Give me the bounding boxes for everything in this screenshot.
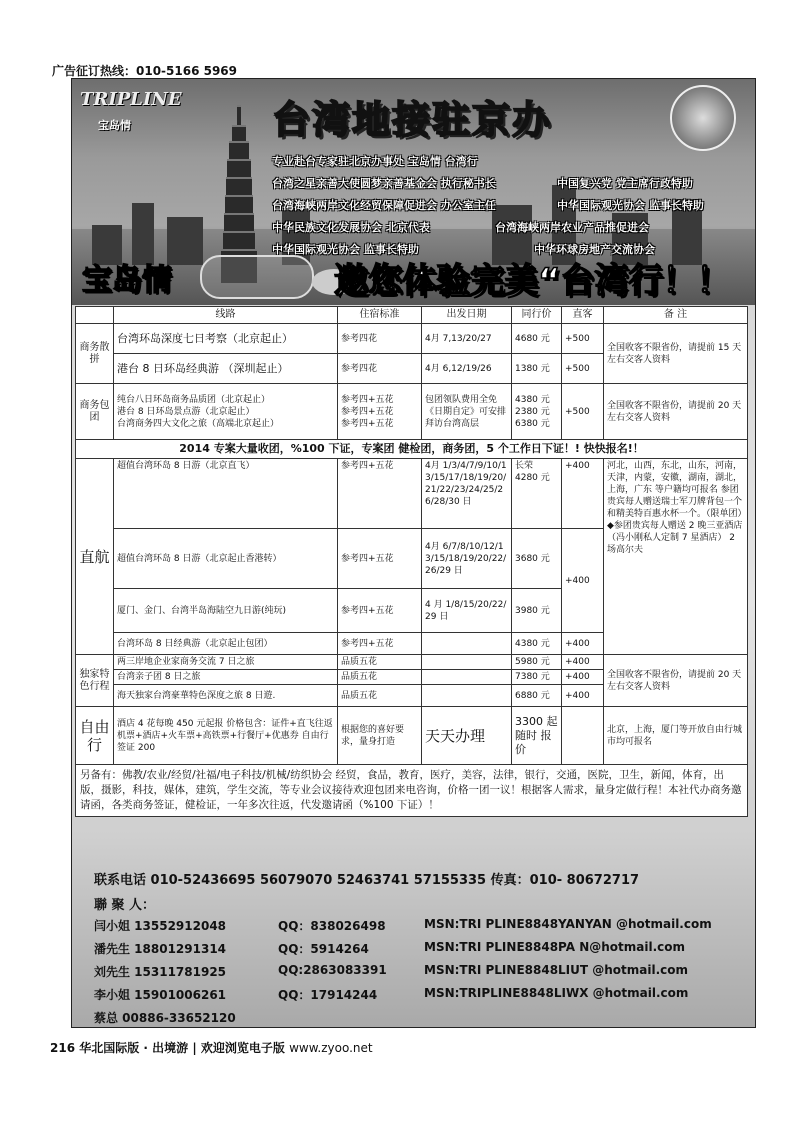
col-header-direct: 直客 [562,307,604,324]
table-row: 海天独家台湾豪華特色深度之旅 8 日遊. 品质五花 6880 元 +400 [76,685,748,707]
notice-row [76,440,748,459]
category-free: 自由行 [76,707,114,765]
table-row: 商务包团 纯台八日环岛商务品质团（北京起止） 港台 8 日环岛景点游（北京起止） 台湾商务四大文化之旅（高端北京起止） 参考四+五花 参考四+五花 参考四+五花 包团领队费用全免《日期自定》可安排拜访台湾高层 4380 元 2380 元 6380 元 +500 全国收客不限省份，请提前 20 天左右交客人资料 [76,384,748,440]
banner-line: 台湾海峡两岸农业产品推促进会 [495,221,649,234]
banner-line: 中华国际观光协会 监事长特助 [557,199,704,212]
ad-hotline: 广告征订热线：010-5166 5969 [52,64,238,78]
col-header-note: 备 注 [604,307,748,324]
banner [72,79,755,305]
banner-line: 台湾之星亲善大使圆梦亲善基金会 执行秘书长 [272,177,496,190]
banner-line: 台湾海峡两岸文化经贸保障促进会 办公室主任 [272,199,496,212]
itinerary-table-wrap [75,306,747,817]
slogan-left: 宝岛情 [82,263,172,298]
contact-label: 聯 聚 人： [94,898,156,913]
table-header-row [76,307,748,324]
table-row: 商务散拼 台湾环岛深度七日考察（北京起止） 参考四花 4月 7,13/20/27 4680 元 +500 全国收客不限省份，请提前 15 天左右交客人资料 [76,324,748,354]
building [167,217,203,265]
slogan-right: 邀您体验完美“台湾行！！ [334,261,731,301]
tripline-logo: TRIPLINE [80,89,182,110]
mascot-icon [670,85,736,151]
category-business-scatter: 商务散拼 [76,324,114,384]
misc-row [76,765,748,817]
table-row: 台湾亲子团 8 日之旅 品质五花 7380 元 +400 [76,670,748,685]
col-header-price: 同行价 [512,307,562,324]
table-row: 港台 8 日环岛经典游 （深圳起止） 参考四花 4月 6,12/19/26 1380 元 +500 [76,354,748,384]
ad-frame: TRIPLINE 宝岛情 台湾地接驻京办 专业赴台专家驻北京办事处 宝岛情 台湾行 台湾之星亲善大使圆梦亲善基金会 执行秘书长 中国复兴党 党主席行政特助 台湾海峡两岸文化经贸保障促进会 办公室主任 中华国际观光协会 监事长特助 中华民族文化发展协会 北京代表 台湾海峡两岸农业产品推促进会 中华国际观光协会 监事长特助 中华环球房地产交流协会 宝岛情 邀您体验完美“台湾行！！ 线路 住宿标准 出发日期 同行价 直客 备 注 商务散拼 台湾环岛深度七日考察（北京起止） 参考四花 4月 7,13/20/27 4680 元 +500 全国收客不限省份，请提前 15 天左右交客人资料 港台 8 日环岛经典游 （深圳起止） 参考四花 4月 6,12/19/26 1380 元 +500 商务包团 纯台八日环岛商务品质团（北京起止） 港台 8 日环岛景点游（北京起止） 台湾商务四大文化之旅（高端北京起止） 参考四+五花 参考四+五花 参考四+五花 包团领队费用全免《日期自定》可安排拜访台湾高层 4380 元 2380 元 6380 元 +500 全国收客不限省份，请提前 20 天左右交客人资料 2014 专案大量收团，%100 下证，专案团 健检团，商务团，5 个工作日下证！! 快快报名!！ 直航 超值台湾环岛 8 日游（北京直飞） 参考四+五花 4月 1/3/4/7/9/10/13/15/17/18/19/20/21/22/23/24/25/26/28/30 日 长荣 4280 元 +400 河北，山西，东北，山东，河南，天津，内蒙，安徽，湖南，湖北，上海，广东 等户籍均可报名 参团贵宾每人赠送瑞士军刀牌背包一个和精美特百惠水杯一个。（限单团）◆参团贵宾每人赠送 2 晚三亚酒店（冯小刚私人定制 7 星酒店） 2 场高尔夫 超值台湾环岛 8 日游（北京起止香港转） 参考四+五花 4月 6/7/8/10/12/13/15/18/19/20/22/26/29 日 3680 元 +400 厦门、金门、台湾半岛海陆空九日游(纯玩) 参考四+五花 4 月 1/8/15/20/22/29 日 3980 元 台湾环岛 8 日经典游（北京起止包团） 参考四+五花 4380 元 +400 独家特色行程 两三岸地企业家商务交流 7 日之旅 品质五花 5980 元 +400 全国收客不限省份，请提前 20 天左右交客人资料 台湾亲子团 8 日之旅 品质五花 7380 元 +400 海天独家台湾豪華特色深度之旅 8 日遊. 品质五花 6880 元 +400 自由行 酒店 4 花每晚 450 元起报 价格包含：证件+直飞往返机票+酒店+火车票+高铁票+行餐厅+优惠券 自由行签证 200 根据您的喜好要求，量身打造 天天办理 3300 起 随时 报价 北京，上海，厦门等开放自由行城市均可报名 另备有：佛教/农业/经贸/社福/电子科技/机械/纺织协会 经贸，食品，教育，医疗，美容，法律，银行，交通，医院，卫生，新闻，体育，出版，摄影，科技，媒体，建筑，学生交流，等专业会议接待欢迎包团来电咨询，价格一团一议！根据客人需求，量身定做行程！本社代办商务邀请函，各类商务签证，健检证，一年多次往返，代发邀请函（%100 下证）！ 联系电话 010-52436695 56079070 52463741 57155335 传真：010- 80672717 聯 聚 人： 闫小姐 13552912048 QQ：838026498 MSN:TRI PLINE8848YANYAN @hotmail.com 潘先生 18801291314 QQ：5914264 MSN:TRI PLINE8848PA N@hotmail.com 刘先生 15311781925 QQ:2863083391 MSN:TRI PLINE8848LIUT @hotmail.com 李小姐 15901006261 QQ：17914244 MSN:TRIPLINE8848LIWX @hotmail.com 蔡总 00886-33652120 [71,78,756,1028]
table-row: 直航 超值台湾环岛 8 日游（北京直飞） 参考四+五花 4月 1/3/4/7/9/10/13/15/17/18/19/20/21/22/23/24/25/26/28/30 日 长荣 4280 元 +400 河北，山西，东北，山东，河南，天津，内蒙，安徽，湖南，湖北，上海，广东 等户籍均可报名 参团贵宾每人赠送瑞士军刀牌背包一个和精美特百惠水杯一个。（限单团）◆参团贵宾每人赠送 2 晚三亚酒店（冯小刚私人定制 7 星酒店） 2 场高尔夫 [76,459,748,529]
banner-line: 中华国际观光协会 监事长特助 [272,243,419,256]
itinerary-table [75,306,748,817]
banner-line: 中国复兴党 党主席行政特助 [557,177,693,190]
contact-boss: 蔡总 00886-33652120 [94,1011,236,1025]
page-footer [50,1039,373,1056]
table-row: 自由行 酒店 4 花每晚 450 元起报 价格包含：证件+直飞往返机票+酒店+火车票+高铁票+行餐厅+优惠券 自由行签证 200 根据您的喜好要求，量身打造 天天办理 3300 起 随时 报价 北京，上海，厦门等开放自由行城市均可报名 [76,707,748,765]
table-row: 厦门、金门、台湾半岛海陆空九日游(纯玩) 参考四+五花 4 月 1/8/15/20/22/29 日 3980 元 [76,589,748,633]
category-exclusive: 独家特色行程 [76,655,114,707]
table-row: 独家特色行程 两三岸地企业家商务交流 7 日之旅 品质五花 5980 元 +400 全国收客不限省份，请提前 20 天左右交客人资料 [76,655,748,670]
col-header-route: 线路 [114,307,338,324]
banner-line: 中华环球房地产交流协会 [534,243,655,256]
misc-text: 另备有：佛教/农业/经贸/社福/电子科技/机械/纺织协会 经贸，食品，教育，医疗，美容，法律，银行，交通，医院，卫生，新闻，体育，出版，摄影，科技，媒体，建筑，学生交流，等专业会议接待欢迎包团来电咨询，价格一团一议！根据客人需求，量身定做行程！本社代办商务邀请函，各类商务签证，健检证，一年多次往返，代发邀请函（%100 下证）！ [76,765,748,817]
logo-subtitle: 宝岛情 [98,119,131,132]
banner-line: 中华民族文化发展协会 北京代表 [272,221,430,234]
table-row: 台湾环岛 8 日经典游（北京起止包团） 参考四+五花 4380 元 +400 [76,633,748,655]
footer-text: 216 华北国际版 · 出境游 | 欢迎浏览电子版 [50,1041,285,1055]
banner-title: 台湾地接驻京办 [272,98,553,142]
contact-phone-line: 联系电话 010-52436695 56079070 52463741 57155335 传真：010- 80672717 [94,873,640,888]
category-direct: 直航 [76,459,114,655]
col-header-hotel: 住宿标准 [338,307,422,324]
heart-decoration-icon [200,255,314,299]
category-business-group: 商务包团 [76,384,114,440]
taipei-101-tower-icon [217,105,261,265]
footer-url[interactable]: www.zyoo.net [289,1041,373,1055]
table-row: 超值台湾环岛 8 日游（北京起止香港转） 参考四+五花 4月 6/7/8/10/12/13/15/18/19/20/22/26/29 日 3680 元 +400 [76,529,748,589]
banner-line: 专业赴台专家驻北京办事处 宝岛情 台湾行 [272,155,478,168]
notice-text: 2014 专案大量收团，%100 下证，专案团 健检团，商务团，5 个工作日下证！! 快快报名!！ [76,440,748,459]
col-header-date: 出发日期 [422,307,512,324]
